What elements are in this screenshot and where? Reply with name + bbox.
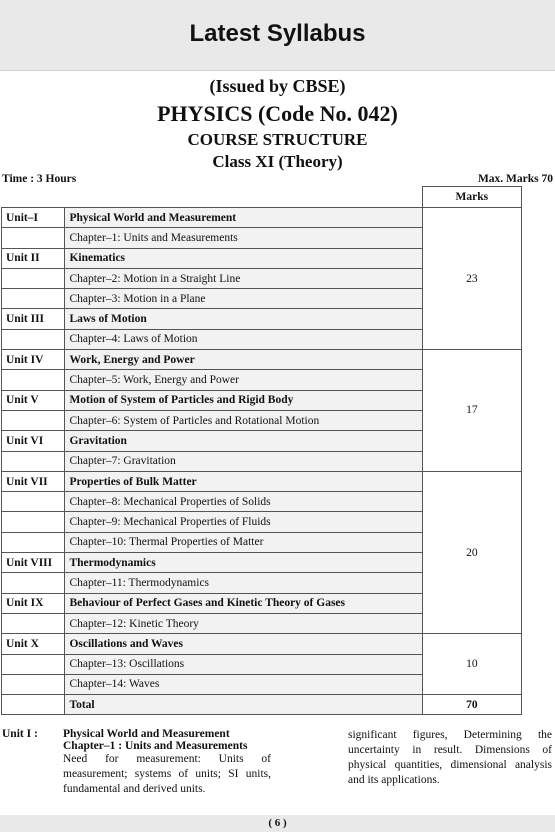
unit-title-cell: Motion of System of Particles and Rigid Body [65,390,422,410]
chapter-cell: Chapter–12: Kinetic Theory [65,613,422,633]
unit-cell: Unit IV [2,350,65,370]
unit-cell [2,329,65,349]
chapter-cell: Chapter–7: Gravitation [65,451,422,471]
total-label: Total [65,695,422,715]
chapter-cell: Chapter–10: Thermal Properties of Matter [65,532,422,552]
chapter-cell: Chapter–6: System of Particles and Rotational Motion [65,410,422,430]
unit-cell [2,573,65,593]
unit-cell [2,532,65,552]
total-row [2,695,522,715]
unit-title-cell: Thermodynamics [65,553,422,573]
unit-title-cell: Oscillations and Waves [65,634,422,654]
unit-cell: Unit IX [2,593,65,613]
unit-title: Physical World and Measurement [63,728,230,740]
class-heading: Class XI (Theory) [212,152,343,171]
unit-cell [2,451,65,471]
chapter-cell: Chapter–4: Laws of Motion [65,329,422,349]
unit-cell: Unit V [2,390,65,410]
time-label: Time : 3 Hours [2,173,77,185]
unit-title-cell: Gravitation [65,431,422,451]
chapter-cell: Chapter–1: Units and Measurements [65,228,422,248]
marks-cell: 20 [422,471,521,633]
unit-cell [2,228,65,248]
unit-cell [2,654,65,674]
unit-cell [2,512,65,532]
chapter-cell: Chapter–5: Work, Energy and Power [65,370,422,390]
table-header-blank [2,187,423,208]
chapter-cell: Chapter–14: Waves [65,674,422,694]
chapter-cell: Chapter–8: Mechanical Properties of Solids [65,492,422,512]
issued-by: (Issued by CBSE) [209,76,346,96]
unit-text-col1: Need for measurement: Units of measurement; systems of units; SI units, fundamental and derived units. [63,753,271,795]
marks-cell: 23 [422,208,521,350]
table-row [2,350,522,370]
unit-cell: Unit VIII [2,553,65,573]
table-row [2,471,522,491]
unit-title-cell: Physical World and Measurement [65,208,422,228]
unit-cell: Unit VI [2,431,65,451]
unit-title-cell: Properties of Bulk Matter [65,471,422,491]
unit-title-cell: Laws of Motion [65,309,422,329]
table-row [2,208,522,228]
marks-header: Marks [422,187,521,208]
table-row [2,634,522,654]
unit-cell [2,613,65,633]
unit-cell [2,695,65,715]
max-marks-label: Max. Marks 70 [477,173,553,185]
unit-title-cell: Behaviour of Perfect Gases and Kinetic Theory of Gases [65,593,422,613]
unit-text-col2: significant figures, Determining the uncertainty in result. Dimensions of physical quantities, dimensional analysis and its applications. [348,729,552,786]
syllabus-table [1,186,522,715]
chapter-title: Chapter–1 : Units and Measurements [63,740,248,752]
header-banner [0,0,555,71]
unit-cell: Unit–I [2,208,65,228]
exam-info-line [2,173,553,185]
unit-cell [2,674,65,694]
unit-description [63,728,271,797]
unit-cell: Unit III [2,309,65,329]
unit-cell [2,370,65,390]
unit-cell [2,268,65,288]
marks-cell: 10 [422,634,521,695]
page-number: ( 6 ) [268,817,287,829]
chapter-cell: Chapter–11: Thermodynamics [65,573,422,593]
chapter-cell: Chapter–2: Motion in a Straight Line [65,268,422,288]
unit-cell: Unit II [2,248,65,268]
unit-cell [2,410,65,430]
unit-title-cell: Work, Energy and Power [65,350,422,370]
unit-label: Unit I : [2,728,38,740]
unit-cell: Unit X [2,634,65,654]
footer-bar [0,815,555,832]
unit-cell: Unit VII [2,471,65,491]
chapter-cell: Chapter–9: Mechanical Properties of Fluids [65,512,422,532]
total-value: 70 [422,695,521,715]
marks-cell: 17 [422,350,521,472]
course-structure-heading: COURSE STRUCTURE [187,130,368,149]
subject-title: PHYSICS (Code No. 042) [157,101,398,126]
banner-title: Latest Syllabus [189,20,366,47]
unit-cell [2,289,65,309]
chapter-cell: Chapter–3: Motion in a Plane [65,289,422,309]
chapter-cell: Chapter–13: Oscillations [65,654,422,674]
unit-cell [2,492,65,512]
unit-title-cell: Kinematics [65,248,422,268]
